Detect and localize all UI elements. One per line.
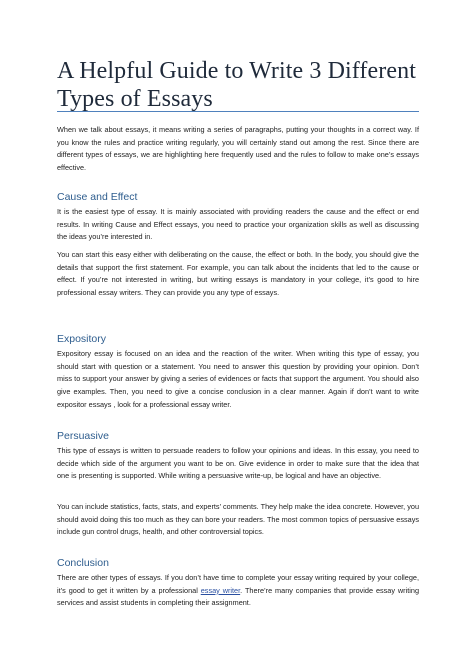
- document-title: A Helpful Guide to Write 3 Different Types of Essays: [57, 58, 416, 112]
- conclusion-text-after-link: . There’re many companies that provide essay writing services and assist students in completing their assignment.: [57, 585, 420, 608]
- heading-persuasive: Persuasive: [57, 430, 109, 442]
- essay-writer-link[interactable]: essay writer: [200, 585, 241, 595]
- cause-effect-paragraph-2: You can start this easy either with deliberating on the cause, the effect or both. In the body, you should give the details that support the first statement. For example, you can talk about the incidents that led to the cause or effect. If you’re not interested in writing, but writing essays is mandatory in your college, it’s good to hire professional essay writers. They can provide you any type of essays.: [57, 250, 419, 298]
- title-underline: [57, 111, 419, 112]
- heading-conclusion: Conclusion: [57, 557, 109, 569]
- conclusion-text-before-link: There are other types of essays. If you don’t have time to complete your essay writing required by your college, it’s good to get it written by a professional: [57, 573, 419, 595]
- conclusion-paragraph: [57, 572, 419, 610]
- persuasive-paragraph-1: This type of essays is written to persuade readers to follow your opinions and ideas. In this essay, you need to decide which side of the argument you want to be on. Give evidence in order to make sure that the idea that one is presenting is supported. While writing a persuasive write-up, be logical and have an objective.: [57, 446, 419, 481]
- cause-effect-paragraph-1: It is the easiest type of essay. It is mainly associated with providing readers the cause and the effect or end results. In writing Cause and Effect essays, you need to practice your organization skills as well as discussing the ideas you’re interested in.: [57, 207, 419, 242]
- heading-cause-and-effect: Cause and Effect: [57, 191, 138, 203]
- expository-paragraph: Expository essay is focused on an idea and the reaction of the writer. When writing this type of essay, you should start with question or a statement. You need to answer this question by providing your opinion. Don’t miss to support your answer by giving a series of evidences or facts that support the argument. You should also give examples. Then, you need to give a concise conclusion in a clear manner. Again if don’t want to write expositor essays , look for a professional essay writer.: [57, 349, 419, 409]
- heading-expository: Expository: [57, 333, 107, 345]
- intro-paragraph: When we talk about essays, it means writing a series of paragraphs, putting your thoughts in a correct way. If you know the rules and practice writing regularly, you will certainly stand out among the rest. Since there are different types of essays, we are highlighting here frequently used and the rules to follow to make one’s essays effective.: [57, 125, 419, 173]
- persuasive-paragraph-2: You can include statistics, facts, stats, and experts' comments. They help make the idea concrete. However, you should avoid doing this too much as they can bore your readers. The most common topics of persuasive essays include gun control drugs, health, and other controversial topics.: [57, 502, 419, 537]
